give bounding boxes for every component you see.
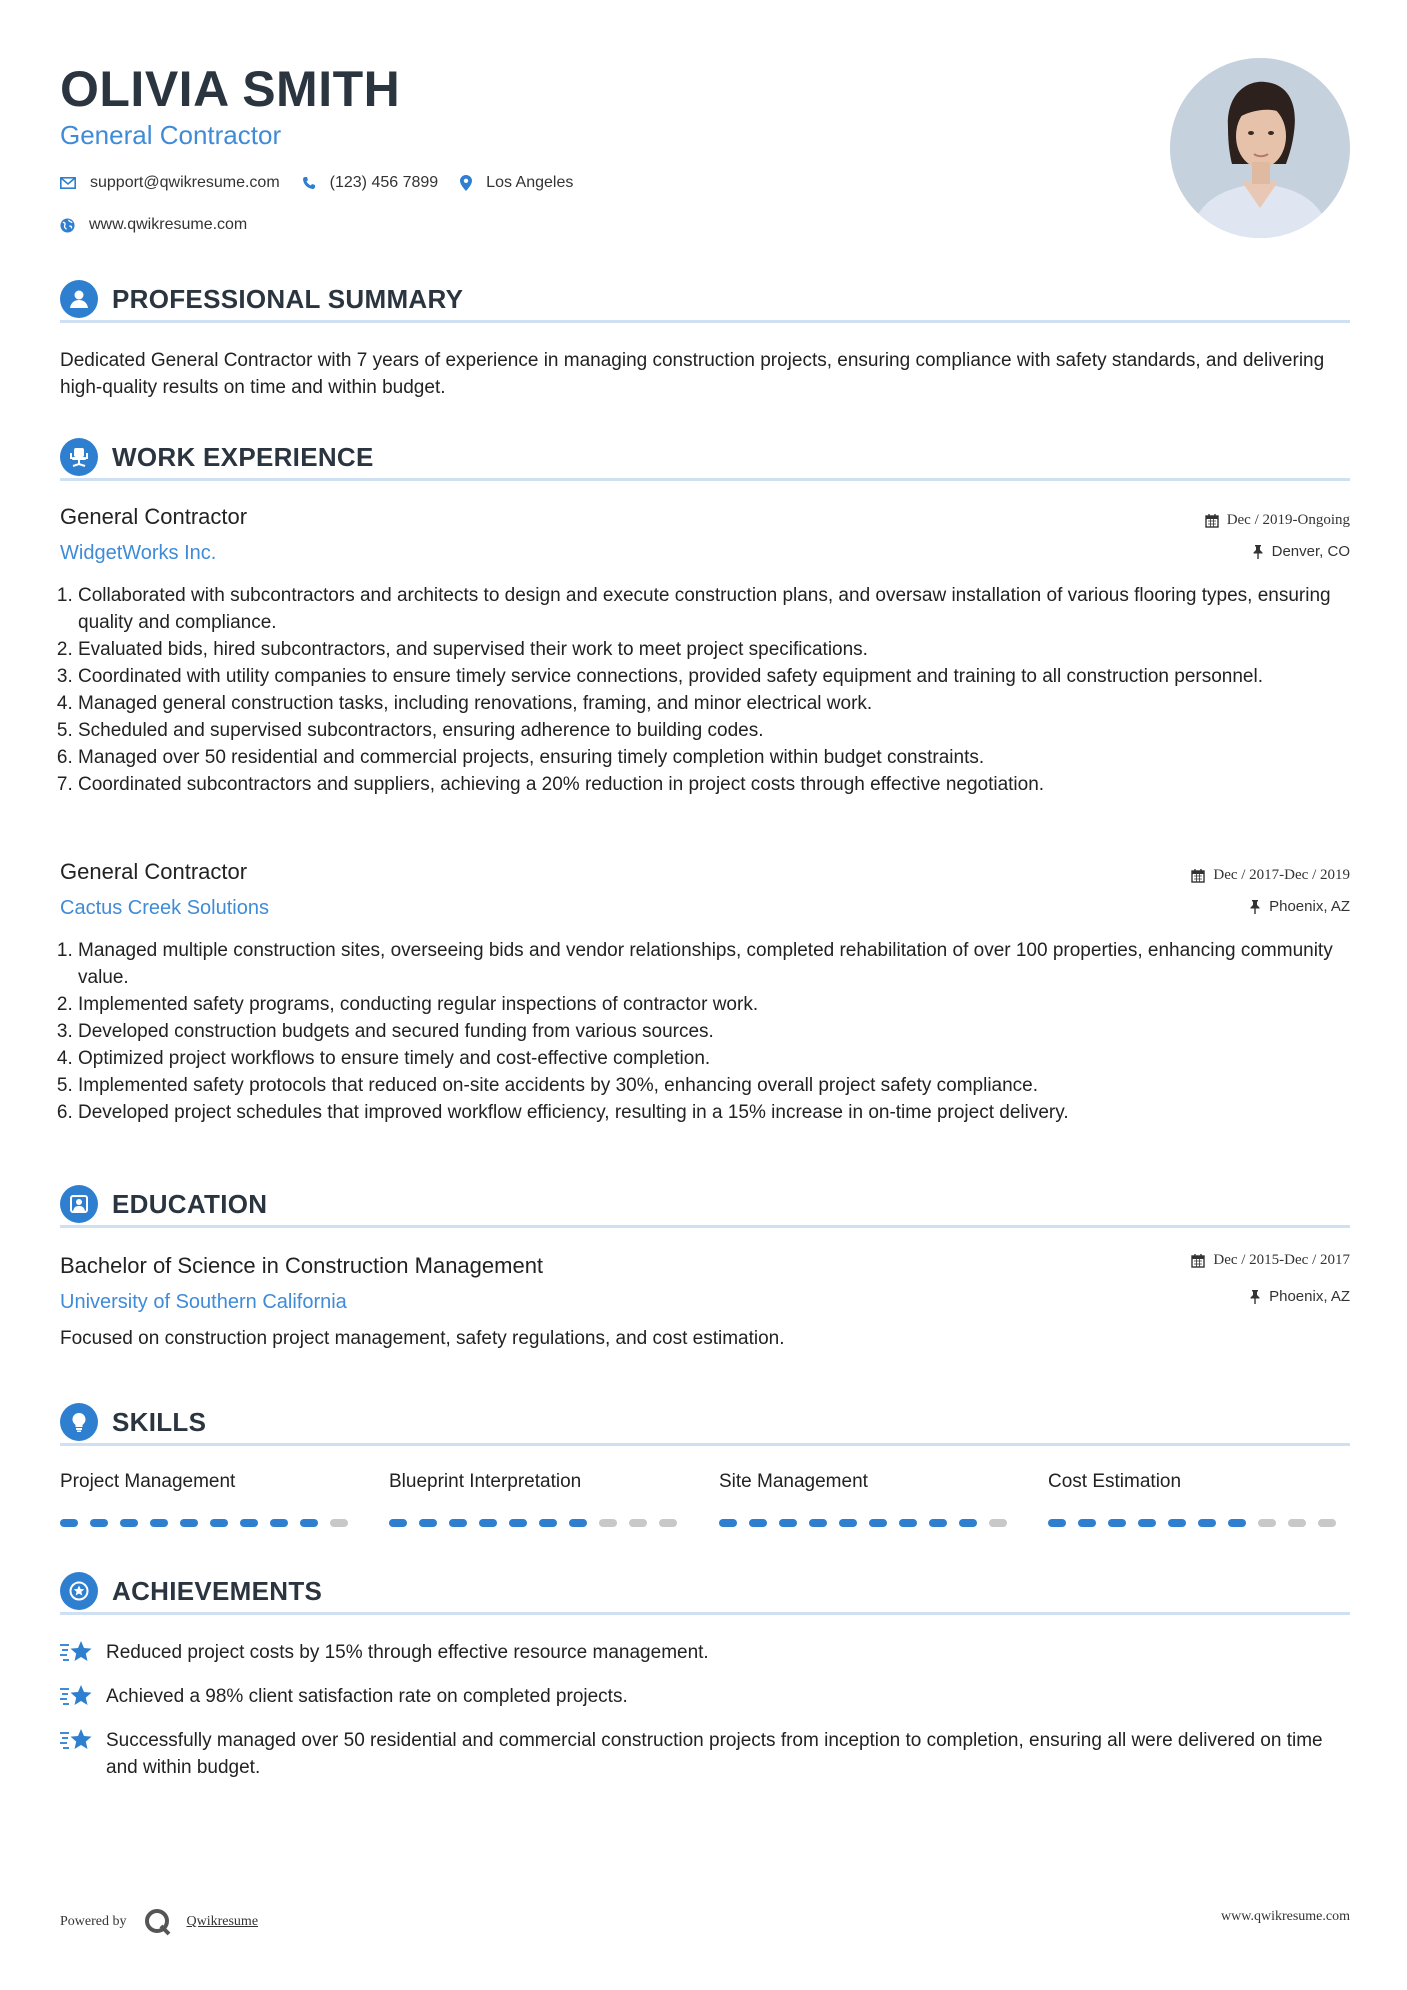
job-dates-text: Dec / 2017-Dec / 2019 <box>1213 867 1350 883</box>
skill-name: Project Management <box>60 1471 236 1492</box>
degree-title: Bachelor of Science in Construction Management <box>60 1253 544 1278</box>
map-pin-icon <box>460 175 472 191</box>
skill-name: Cost Estimation <box>1048 1471 1182 1492</box>
skill-dot-filled <box>90 1519 108 1527</box>
shooting-star-icon <box>60 1639 94 1665</box>
list-item: 2. Evaluated bids, hired subcontractors, and supervised their work to meet project specifications. <box>78 636 1368 663</box>
skill-dot-filled <box>479 1519 497 1527</box>
candidate-title: General Contractor <box>60 120 282 150</box>
skill-dot-filled <box>929 1519 947 1527</box>
job-bullet-list <box>60 582 1368 798</box>
list-item: 4. Managed general construction tasks, including renovations, framing, and minor electrical work. <box>78 690 1368 717</box>
achievements-section-header <box>60 1570 1350 1615</box>
skill-dot-filled <box>240 1519 258 1527</box>
job-dates <box>1205 512 1350 529</box>
education-dates-text: Dec / 2015-Dec / 2017 <box>1213 1252 1350 1268</box>
phone-text: (123) 456 7899 <box>329 174 439 191</box>
skill-dot-filled <box>569 1519 587 1527</box>
skill-item <box>1048 1471 1348 1527</box>
skill-name: Blueprint Interpretation <box>389 1471 582 1492</box>
location-text: Los Angeles <box>486 174 574 191</box>
job-bullet-list <box>60 937 1368 1126</box>
job-role: General Contractor <box>60 504 248 529</box>
skill-dot-filled <box>1108 1519 1126 1527</box>
job-company: Cactus Creek Solutions <box>60 897 269 919</box>
job-company: WidgetWorks Inc. <box>60 542 217 564</box>
education-section-header <box>60 1183 1350 1228</box>
skill-dot-empty <box>599 1519 617 1527</box>
skill-dot-filled <box>1198 1519 1216 1527</box>
skill-dot-filled <box>1138 1519 1156 1527</box>
skill-dot-empty <box>1288 1519 1306 1527</box>
skill-dot-filled <box>1228 1519 1246 1527</box>
skill-dot-filled <box>1168 1519 1186 1527</box>
list-item: 5. Scheduled and supervised subcontractors, ensuring adherence to building codes. <box>78 717 1368 744</box>
skill-name: Site Management <box>719 1471 868 1492</box>
skills-section-header <box>60 1401 1350 1446</box>
achievement-text: Successfully managed over 50 residential and commercial construction projects from inception to completion, ensuring all were delivered on time and within budget. <box>106 1730 1323 1778</box>
resume-page <box>60 0 1350 1990</box>
shooting-star-icon <box>60 1727 94 1753</box>
skill-level-bar <box>60 1519 360 1527</box>
profile-photo <box>1170 58 1350 238</box>
skill-dot-empty <box>330 1519 348 1527</box>
skill-dot-filled <box>719 1519 737 1527</box>
list-item: 6. Managed over 50 residential and commercial projects, ensuring timely completion within budget constraints. <box>78 744 1368 771</box>
education-heading: EDUCATION <box>112 1189 268 1219</box>
job-location <box>1252 543 1350 560</box>
contact-row <box>60 174 595 192</box>
contact-row-website <box>60 216 269 234</box>
contact-phone[interactable] <box>302 174 439 192</box>
skill-dot-filled <box>509 1519 527 1527</box>
skill-dot-filled <box>809 1519 827 1527</box>
skill-dot-filled <box>300 1519 318 1527</box>
job-role: General Contractor <box>60 859 248 884</box>
office-chair-icon <box>60 438 98 476</box>
list-item: 1. Collaborated with subcontractors and architects to design and execute construction plans, and oversaw installation of various flooring types, ensuring quality and compliance. <box>78 582 1368 636</box>
skill-dot-filled <box>1078 1519 1096 1527</box>
skills-heading: SKILLS <box>112 1407 207 1437</box>
achievement-text: Reduced project costs by 15% through effective resource management. <box>106 1642 709 1663</box>
skill-item <box>389 1471 689 1527</box>
job-dates-text: Dec / 2019-Ongoing <box>1226 512 1350 528</box>
list-item: 2. Implemented safety programs, conducting regular inspections of contractor work. <box>78 991 1368 1018</box>
contact-website[interactable] <box>60 216 247 234</box>
list-item: 5. Implemented safety protocols that reduced on-site accidents by 30%, enhancing overall project safety compliance. <box>78 1072 1368 1099</box>
contact-email[interactable] <box>60 174 280 192</box>
summary-heading: PROFESSIONAL SUMMARY <box>112 284 464 314</box>
skill-dot-empty <box>1318 1519 1336 1527</box>
envelope-icon <box>60 177 76 189</box>
skill-dot-filled <box>120 1519 138 1527</box>
list-item: 7. Coordinated subcontractors and suppliers, achieving a 20% reduction in project costs through effective negotiation. <box>78 771 1368 798</box>
user-icon <box>60 280 98 318</box>
skill-dot-filled <box>839 1519 857 1527</box>
skill-dot-filled <box>449 1519 467 1527</box>
school-name: University of Southern California <box>60 1291 347 1313</box>
list-item: 4. Optimized project workflows to ensure timely and cost-effective completion. <box>78 1045 1368 1072</box>
skill-dot-empty <box>989 1519 1007 1527</box>
footer-website-link[interactable]: www.qwikresume.com <box>1221 1909 1350 1924</box>
summary-text: Dedicated General Contractor with 7 years of experience in managing construction projects, ensuring compliance with safety standards, and delivering high-quality results on time and within budget. <box>60 350 1325 398</box>
skill-dot-empty <box>1258 1519 1276 1527</box>
powered-by <box>60 1907 258 1937</box>
skill-dot-filled <box>1048 1519 1066 1527</box>
achievements-heading: ACHIEVEMENTS <box>112 1576 323 1606</box>
achievement-text: Achieved a 98% client satisfaction rate on completed projects. <box>106 1686 628 1707</box>
skill-dot-filled <box>210 1519 228 1527</box>
calendar-icon <box>1205 514 1219 528</box>
skill-dot-filled <box>150 1519 168 1527</box>
skill-level-bar <box>389 1519 689 1527</box>
qwikresume-logo-icon <box>143 1907 173 1937</box>
lightbulb-icon <box>60 1403 98 1441</box>
list-item: 1. Managed multiple construction sites, overseeing bids and vendor relationships, completed rehabilitation of over 100 properties, enhancing community value. <box>78 937 1368 991</box>
skill-dot-filled <box>270 1519 288 1527</box>
list-item: 3. Coordinated with utility companies to ensure timely service connections, provided safety equipment and training to all construction personnel. <box>78 663 1368 690</box>
skill-dot-filled <box>60 1519 78 1527</box>
skill-dot-filled <box>419 1519 437 1527</box>
skill-dot-filled <box>180 1519 198 1527</box>
job-location <box>1249 898 1350 915</box>
skill-dot-empty <box>659 1519 677 1527</box>
education-location-text: Phoenix, AZ <box>1269 1288 1350 1305</box>
graduate-icon <box>60 1185 98 1223</box>
globe-icon <box>60 218 75 233</box>
job-dates <box>1191 867 1350 884</box>
skill-dot-filled <box>899 1519 917 1527</box>
skill-level-bar <box>719 1519 1019 1527</box>
job-location-text: Denver, CO <box>1271 543 1350 560</box>
shooting-star-icon <box>60 1683 94 1709</box>
summary-section-header <box>60 278 1350 323</box>
list-item: 3. Developed construction budgets and secured funding from various sources. <box>78 1018 1368 1045</box>
pushpin-icon <box>1249 900 1261 914</box>
skill-dot-filled <box>539 1519 557 1527</box>
education-description: Focused on construction project management, safety regulations, and cost estimation. <box>60 1328 785 1349</box>
job-location-text: Phoenix, AZ <box>1269 898 1350 915</box>
pushpin-icon <box>1252 545 1264 559</box>
page-footer <box>60 1903 1350 1933</box>
phone-icon <box>302 176 316 190</box>
skill-level-bar <box>1048 1519 1348 1527</box>
skill-dot-filled <box>749 1519 767 1527</box>
contact-location <box>460 174 573 192</box>
skill-item <box>60 1471 360 1527</box>
education-dates <box>1191 1252 1350 1269</box>
calendar-icon <box>1191 1254 1205 1268</box>
qwikresume-link[interactable]: Qwikresume <box>186 1914 259 1929</box>
calendar-icon <box>1191 869 1205 883</box>
skill-dot-empty <box>629 1519 647 1527</box>
skill-dot-filled <box>869 1519 887 1527</box>
pushpin-icon <box>1249 1290 1261 1304</box>
candidate-name: OLIVIA SMITH <box>60 61 401 117</box>
skill-item <box>719 1471 1019 1527</box>
skill-dot-filled <box>959 1519 977 1527</box>
list-item: 6. Developed project schedules that improved workflow efficiency, resulting in a 15% increase in on-time project delivery. <box>78 1099 1368 1126</box>
skill-dot-filled <box>779 1519 797 1527</box>
experience-heading: WORK EXPERIENCE <box>112 442 374 472</box>
star-badge-icon <box>60 1572 98 1610</box>
experience-section-header <box>60 436 1350 481</box>
website-text: www.qwikresume.com <box>89 216 248 233</box>
skill-dot-filled <box>389 1519 407 1527</box>
education-location <box>1249 1288 1350 1305</box>
powered-by-label: Powered by <box>60 1914 127 1929</box>
email-text: support@qwikresume.com <box>90 174 280 191</box>
